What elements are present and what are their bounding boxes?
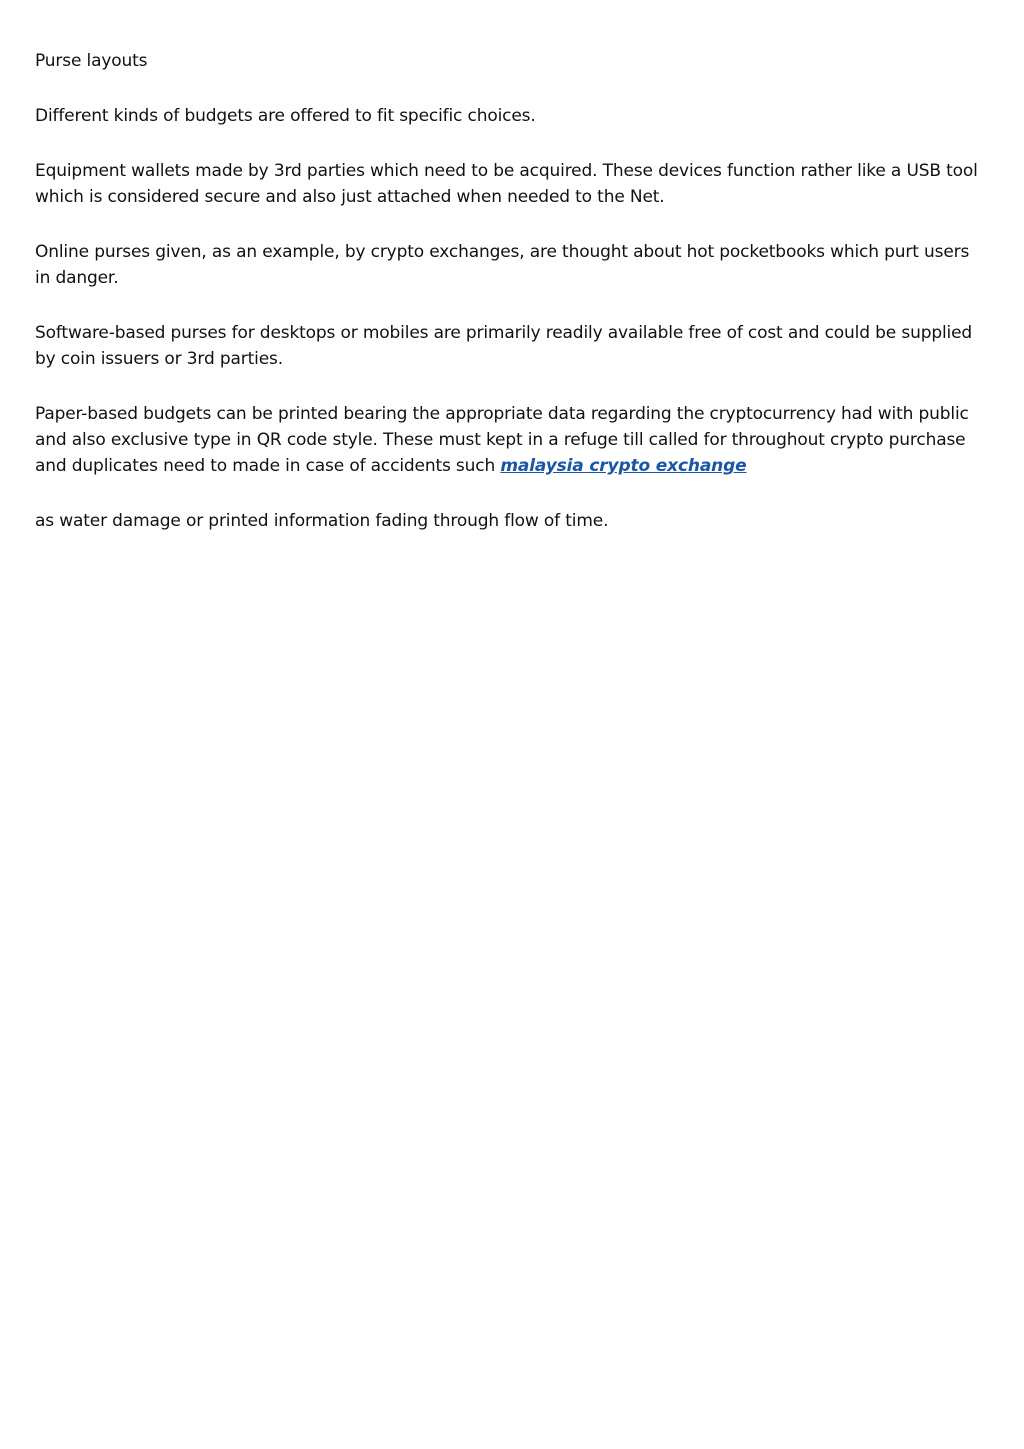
paragraph-online-purses: Online purses given, as an example, by crypto exchanges, are thought about hot pocketbooks which purt users in danger. <box>35 242 970 288</box>
malaysia-crypto-exchange-link[interactable]: malaysia crypto exchange <box>500 456 747 476</box>
paragraph-paper-budgets <box>35 401 982 479</box>
paragraph-closing: as water damage or printed information fading through flow of time. <box>35 511 609 531</box>
paragraph-software-purses: Software-based purses for desktops or mobiles are primarily readily available free of cost and could be supplied by coin issuers or 3rd parties. <box>35 323 973 369</box>
paragraph-budget-kinds: Different kinds of budgets are offered to fit specific choices. <box>35 106 536 126</box>
document-title: Purse layouts <box>35 51 148 71</box>
paper-budgets-text: Paper-based budgets can be printed bearing the appropriate data regarding the cryptocurrency had with public and also exclusive type in QR code style. These must kept in a refuge till called for throughout crypto purchase and duplicates need to made in case of accidents such <box>35 404 969 476</box>
paragraph-equipment-wallets: Equipment wallets made by 3rd parties which need to be acquired. These devices function rather like a USB tool which is considered secure and also just attached when needed to the Net. <box>35 161 978 207</box>
